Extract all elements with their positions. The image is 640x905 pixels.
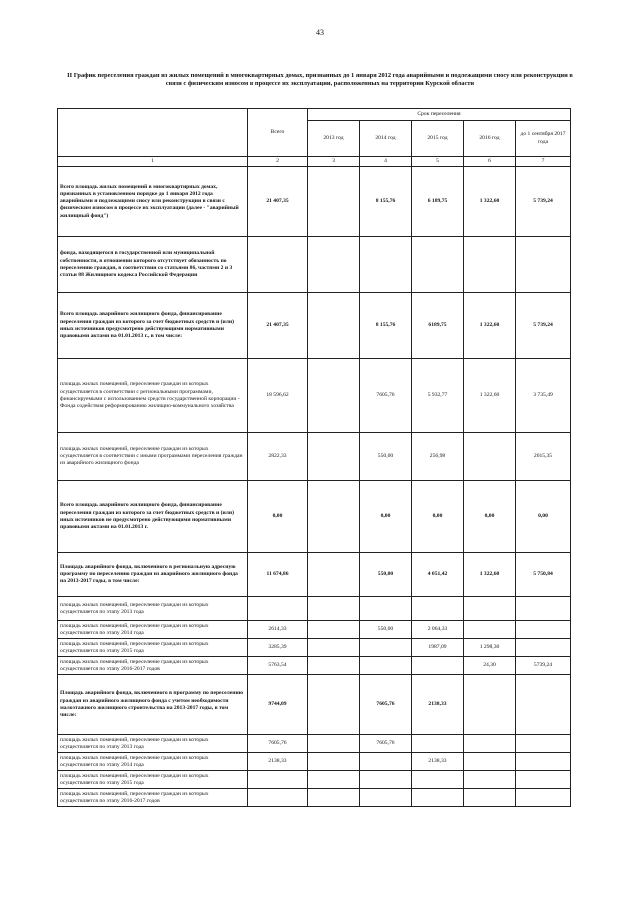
cell-2016 — [464, 753, 516, 771]
table-row — [58, 237, 571, 293]
cell-total: 21 407,35 — [248, 293, 308, 359]
header-row-group — [58, 109, 571, 121]
row-description: площадь жилых помещений, переселение граждан из которых осуществляется по этапу 2015 года — [58, 639, 248, 657]
row-description: Всего площадь аварийного жилищного фонда, финансирование переселения граждан из которого за счет бюджетных средств и (или) иных источников предусмотрено действующими нормативными правовыми актами на 01.01.2013 г., в том числе: — [58, 293, 248, 359]
cell-2015 — [412, 735, 464, 753]
document-title: II График переселения граждан из жилых помещений в многоквартирных домах, признанных до 1 января 2012 года аварийными и подлежащими сносу или реконструкции в связи с физическим износом в процессе их эксплуатации, расположенных на территории Курской области — [67, 72, 573, 88]
table-row — [58, 753, 571, 771]
cell-total: 21 407,35 — [248, 167, 308, 237]
table-row — [58, 481, 571, 553]
column-index: 3 — [308, 157, 360, 167]
header-year: 2014 год — [360, 121, 412, 157]
cell-2017 — [516, 237, 571, 293]
cell-2014: 7605,76 — [360, 675, 412, 735]
cell-2015: 256,98 — [412, 433, 464, 481]
cell-total: 18 596,62 — [248, 359, 308, 433]
cell-2016: 1 322,60 — [464, 359, 516, 433]
cell-2013 — [308, 553, 360, 597]
cell-2014 — [360, 657, 412, 675]
cell-total: 3285,39 — [248, 639, 308, 657]
column-index-row — [58, 157, 571, 167]
cell-2015: 5 932,77 — [412, 359, 464, 433]
table-row — [58, 621, 571, 639]
cell-2013 — [308, 167, 360, 237]
cell-2017 — [516, 771, 571, 789]
cell-2017: 5739,24 — [516, 657, 571, 675]
cell-2017 — [516, 639, 571, 657]
row-description: Площадь аварийного фонда, включенного в региональную адресную программу по переселению граждан из аварийного жилищного фонда на 2013-2017 годы, в том числе: — [58, 553, 248, 597]
cell-2013 — [308, 753, 360, 771]
cell-2015 — [412, 657, 464, 675]
cell-2014: 8 155,76 — [360, 293, 412, 359]
cell-2017 — [516, 621, 571, 639]
cell-2014: 7605,76 — [360, 735, 412, 753]
header-description — [58, 109, 248, 157]
table-row — [58, 433, 571, 481]
cell-2014: 7605,76 — [360, 359, 412, 433]
header-period-group: Срок переселения — [308, 109, 571, 121]
cell-2015 — [412, 771, 464, 789]
cell-2014: 550,00 — [360, 433, 412, 481]
header-year: до 1 сентября 2017 года — [516, 121, 571, 157]
table-row — [58, 735, 571, 753]
cell-2013 — [308, 675, 360, 735]
row-description: площадь жилых помещений, переселение граждан из которых осуществляется по этапу 2015 года — [58, 771, 248, 789]
cell-2016 — [464, 771, 516, 789]
cell-2015: 1987,09 — [412, 639, 464, 657]
cell-2015: 2138,33 — [412, 753, 464, 771]
column-index: 6 — [464, 157, 516, 167]
cell-total — [248, 789, 308, 807]
cell-2016 — [464, 735, 516, 753]
cell-2014 — [360, 237, 412, 293]
cell-2013 — [308, 433, 360, 481]
cell-2017: 2015,35 — [516, 433, 571, 481]
table-row — [58, 771, 571, 789]
column-index: 1 — [58, 157, 248, 167]
row-description: Всего площадь аварийного жилищного фонда, финансирование переселения граждан из которого за счет бюджетных средств и (или) иных источников не предусмотрено действующими нормативными правовыми актами на 01.01.2013 г. — [58, 481, 248, 553]
cell-2014: 550,00 — [360, 553, 412, 597]
header-total: Всего — [248, 109, 308, 157]
cell-2015: 0,00 — [412, 481, 464, 553]
cell-2016 — [464, 621, 516, 639]
cell-2013 — [308, 789, 360, 807]
cell-2014 — [360, 597, 412, 621]
cell-2016 — [464, 597, 516, 621]
cell-2016: 1 298,30 — [464, 639, 516, 657]
cell-total — [248, 237, 308, 293]
row-description: площадь жилых помещений, переселение граждан из которых осуществляется по этапу 2016-2017 годов — [58, 657, 248, 675]
cell-2013 — [308, 657, 360, 675]
table-row — [58, 553, 571, 597]
cell-2014: 0,00 — [360, 481, 412, 553]
cell-2013 — [308, 639, 360, 657]
cell-2017 — [516, 675, 571, 735]
column-index: 2 — [248, 157, 308, 167]
header-year: 2013 год — [308, 121, 360, 157]
cell-total: 11 674,86 — [248, 553, 308, 597]
table-row — [58, 597, 571, 621]
table-row — [58, 675, 571, 735]
cell-2013 — [308, 735, 360, 753]
cell-2015: 2138,33 — [412, 675, 464, 735]
cell-2016: 0,00 — [464, 481, 516, 553]
header-year: 2015 год — [412, 121, 464, 157]
cell-total: 5763,54 — [248, 657, 308, 675]
header-year: 2016 год — [464, 121, 516, 157]
cell-2017 — [516, 735, 571, 753]
cell-2017 — [516, 789, 571, 807]
cell-2017: 3 735,49 — [516, 359, 571, 433]
cell-2013 — [308, 481, 360, 553]
cell-total: 2614,33 — [248, 621, 308, 639]
column-index: 4 — [360, 157, 412, 167]
cell-2016: 1 322,60 — [464, 293, 516, 359]
cell-2016 — [464, 237, 516, 293]
cell-2016: 24,30 — [464, 657, 516, 675]
cell-total: 0,00 — [248, 481, 308, 553]
cell-2015: 2 064,33 — [412, 621, 464, 639]
cell-2014 — [360, 771, 412, 789]
row-description: Площадь аварийного фонда, включенного в программу по переселению граждан из аварийного жилищного фонда с учетом необходимости малоэтажного жилищного строительства на 2013-2017 годы, в том числе: — [58, 675, 248, 735]
cell-2015 — [412, 237, 464, 293]
cell-2015: 6189,75 — [412, 293, 464, 359]
row-description: фонда, находящегося в государственной или муниципальной собственности, в отношении которого отсутствует обязанность по переселению граждан, в соответствии со статьями 86, частями 2 и 3 статьи 88 Жилищного кодекса Российской Федерации — [58, 237, 248, 293]
cell-2013 — [308, 359, 360, 433]
table-row — [58, 293, 571, 359]
cell-2015 — [412, 789, 464, 807]
cell-2017: 5 739,24 — [516, 293, 571, 359]
resettlement-schedule-table — [57, 108, 571, 807]
cell-total — [248, 597, 308, 621]
cell-2013 — [308, 621, 360, 639]
cell-2017: 5 739,24 — [516, 167, 571, 237]
table-body — [58, 167, 571, 807]
cell-2014: 8 155,76 — [360, 167, 412, 237]
cell-2016 — [464, 789, 516, 807]
cell-2014 — [360, 753, 412, 771]
page-number: 43 — [316, 28, 324, 37]
cell-2013 — [308, 771, 360, 789]
row-description: площадь жилых помещений, переселение граждан из которых осуществляется в соответствии с иными программами переселения граждан из аварийного жилищного фонда — [58, 433, 248, 481]
cell-2016: 1 322,60 — [464, 167, 516, 237]
cell-2015: 6 189,75 — [412, 167, 464, 237]
row-description: Всего площадь жилых помещений в многоквартирных домах, признанных в установленном порядке до 1 января 2012 года аварийными и подлежащими сносу или реконструкции в связи с физическим износом в процессе их эксплуатации (далее - "аварийный жилищный фонд") — [58, 167, 248, 237]
cell-total: 2138,33 — [248, 753, 308, 771]
table-row — [58, 657, 571, 675]
cell-2016 — [464, 675, 516, 735]
column-index: 5 — [412, 157, 464, 167]
cell-total: 2822,33 — [248, 433, 308, 481]
cell-2017: 5 750,84 — [516, 553, 571, 597]
cell-2014 — [360, 789, 412, 807]
cell-total — [248, 771, 308, 789]
cell-2014: 550,00 — [360, 621, 412, 639]
table-row — [58, 639, 571, 657]
cell-total: 9744,09 — [248, 675, 308, 735]
row-description: площадь жилых помещений, переселение граждан из которых осуществляется по этапу 2013 года — [58, 735, 248, 753]
row-description: площадь жилых помещений, переселение граждан из которых осуществляется по этапу 2013 года — [58, 597, 248, 621]
row-description: площадь жилых помещений, переселение граждан из которых осуществляется по этапу 2016-2017 годов — [58, 789, 248, 807]
cell-2016: 1 322,60 — [464, 553, 516, 597]
cell-2015: 4 051,42 — [412, 553, 464, 597]
row-description: площадь жилых помещений, переселение граждан из которых осуществляется по этапу 2014 года — [58, 753, 248, 771]
cell-total: 7605,76 — [248, 735, 308, 753]
cell-2013 — [308, 237, 360, 293]
cell-2013 — [308, 293, 360, 359]
cell-2014 — [360, 639, 412, 657]
column-index: 7 — [516, 157, 571, 167]
row-description: площадь жилых помещений, переселение граждан из которых осуществляется по этапу 2014 года — [58, 621, 248, 639]
cell-2017 — [516, 753, 571, 771]
cell-2013 — [308, 597, 360, 621]
cell-2016 — [464, 433, 516, 481]
table-row — [58, 167, 571, 237]
cell-2017 — [516, 597, 571, 621]
table-row — [58, 359, 571, 433]
cell-2017: 0,00 — [516, 481, 571, 553]
row-description: площадь жилых помещений, переселение граждан из которых осуществляется в соответствии с региональными программами, финансируемыми с использованием средств государственной корпорации - Фонда содействия реформированию жилищно-коммунального хозяйства — [58, 359, 248, 433]
table-row — [58, 789, 571, 807]
cell-2015 — [412, 597, 464, 621]
